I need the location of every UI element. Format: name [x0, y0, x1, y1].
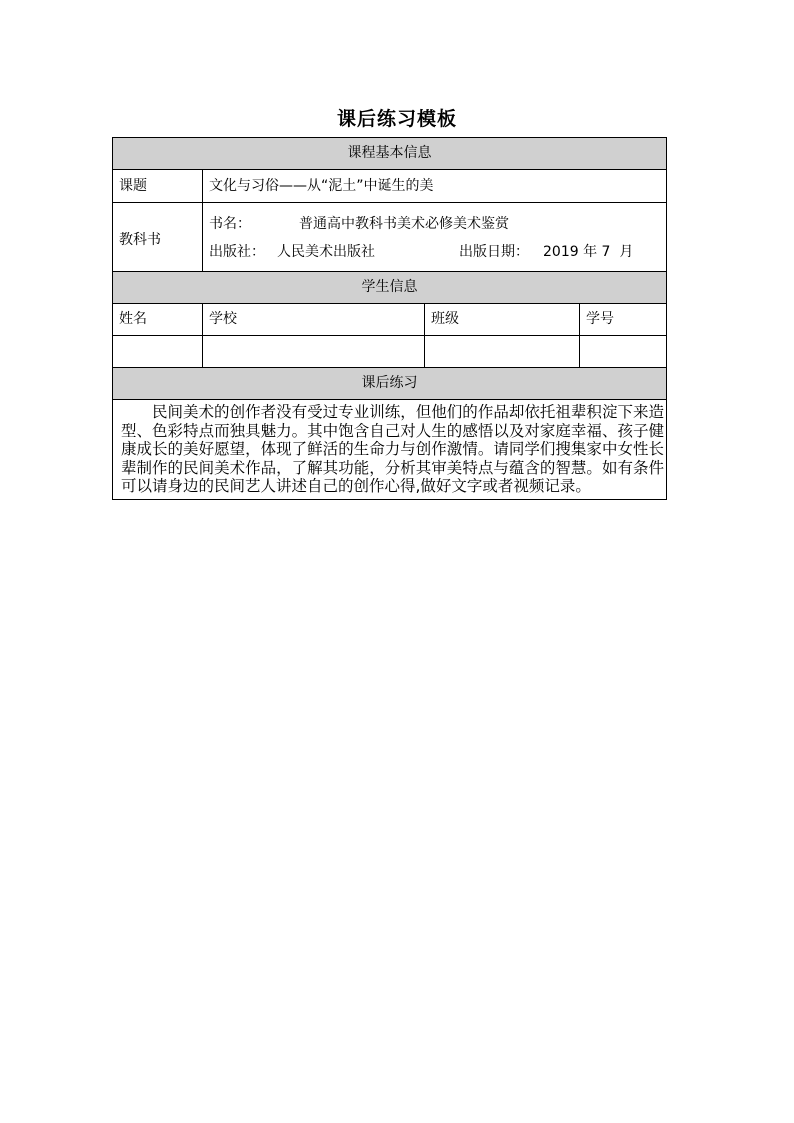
student-id-field[interactable]: [580, 336, 667, 368]
publisher-line: [209, 238, 660, 266]
name-field[interactable]: [113, 336, 203, 368]
course-info-section-header: 课程基本信息: [113, 138, 667, 170]
school-field[interactable]: [203, 336, 425, 368]
textbook-row: [113, 203, 667, 272]
class-label: 班级: [425, 304, 580, 336]
textbook-details: [203, 203, 667, 272]
pub-date-value: 2019 年 7 月: [543, 243, 634, 260]
textbook-label: 教科书: [113, 203, 203, 272]
student-field-values-row: [113, 336, 667, 368]
pub-date-label: 出版日期：: [459, 243, 529, 260]
publisher-label: 出版社：: [209, 243, 265, 260]
student-field-labels-row: [113, 304, 667, 336]
student-info-header-row: [113, 272, 667, 304]
topic-label: 课题: [113, 170, 203, 203]
exercise-text: 民间美术的创作者没有受过专业训练，但他们的作品却依托祖辈积淀下来造型、色彩特点而独具魅力。其中饱含自己对人生的感悟以及对家庭幸福、孩子健康成长的美好愿望，体现了鲜活的生命力与创作激情。请同学们搜集家中女性长辈制作的民间美术作品，了解其功能，分析其审美特点与蕴含的智慧。如有条件可以请身边的民间艺人讲述自己的创作心得,做好文字或者视频记录。: [113, 400, 667, 500]
topic-row: [113, 170, 667, 203]
exercise-form-table: [112, 137, 667, 500]
exercise-section-header: 课后练习: [113, 368, 667, 400]
topic-value: 文化与习俗——从“泥土”中诞生的美: [203, 170, 667, 203]
student-id-label: 学号: [580, 304, 667, 336]
book-name-line: [209, 210, 660, 238]
student-info-section-header: 学生信息: [113, 272, 667, 304]
book-name-label: 书名：: [209, 215, 251, 232]
name-label: 姓名: [113, 304, 203, 336]
school-label: 学校: [203, 304, 425, 336]
course-info-header-row: [113, 138, 667, 170]
exercise-header-row: [113, 368, 667, 400]
document-title: 课后练习模板: [336, 108, 457, 130]
class-field[interactable]: [425, 336, 580, 368]
book-name-value: 普通高中教科书美术必修美术鉴赏: [299, 215, 509, 232]
publisher-value: 人民美术出版社: [277, 243, 375, 260]
exercise-body-row: [113, 400, 667, 500]
